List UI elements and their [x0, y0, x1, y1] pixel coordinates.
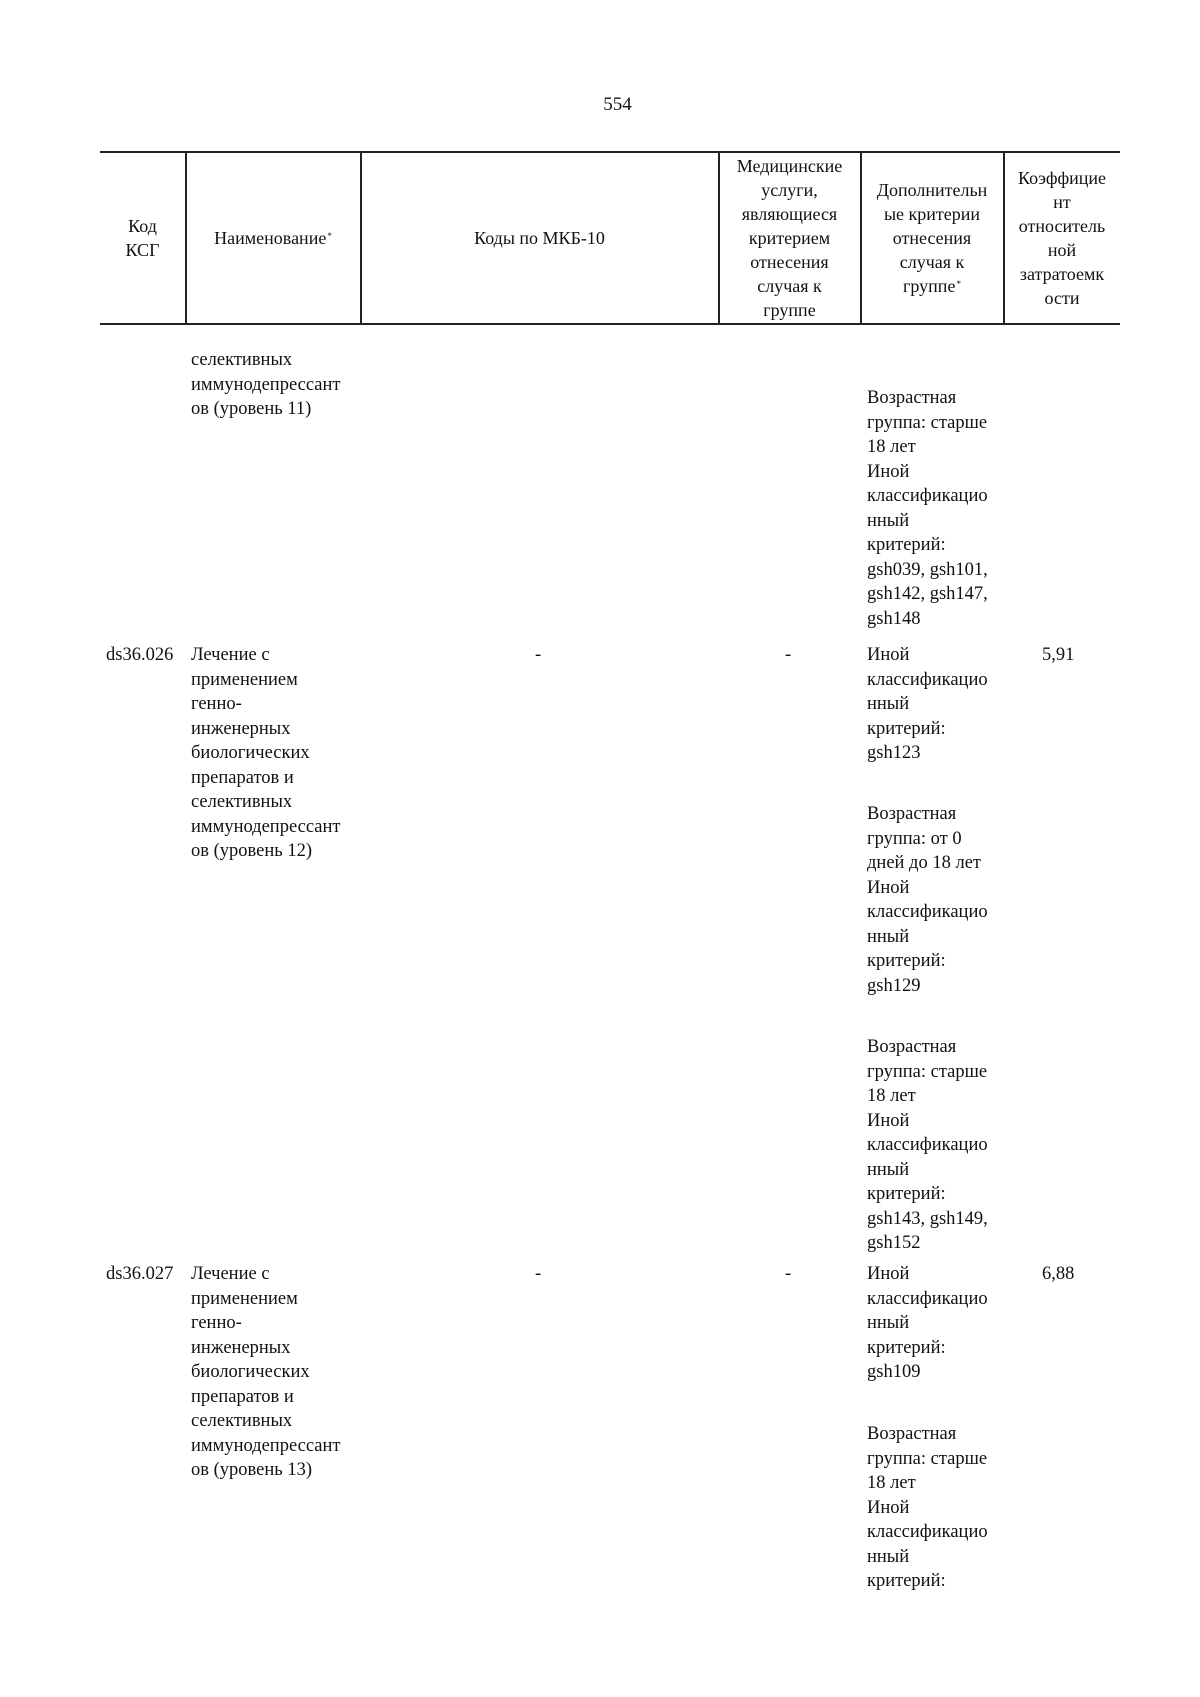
row-criterion: Возрастная группа: старше 18 лет Иной классификацио нный критерий: gsh039, gsh101, gsh142, gsh147, gsh148: [867, 388, 988, 629]
row-icd: -: [535, 1264, 542, 1284]
row-code: ds36.026: [106, 645, 174, 665]
row-name: Лечение с применением генно- инженерных биологических препаратов и селективных иммунодепрессант ов (уровень 13): [191, 1264, 341, 1480]
row-icd: -: [535, 645, 542, 665]
header-name: Наименование*: [214, 228, 332, 248]
row-criterion: Возрастная группа: от 0 дней до 18 лет Иной классификацио нный критерий: gsh129: [867, 804, 988, 996]
row-criterion: Иной классификацио нный критерий: gsh109: [867, 1264, 988, 1382]
header-icd-codes: Коды по МКБ-10: [474, 228, 605, 248]
row-services: -: [785, 1264, 792, 1284]
row-coefficient: 5,91: [1042, 645, 1075, 665]
row-code: ds36.027: [106, 1264, 174, 1284]
header-coefficient: Коэффицие нт относитель ной затратоемк ости: [1017, 168, 1107, 308]
row-criterion: Возрастная группа: старше 18 лет Иной классификацио нный критерий:: [867, 1424, 988, 1591]
row-coefficient: 6,88: [1042, 1264, 1075, 1284]
header-code: Код КСГ: [125, 216, 160, 260]
row-name: Лечение с применением генно- инженерных биологических препаратов и селективных иммунодепрессант ов (уровень 12): [191, 645, 341, 861]
row-criterion: Возрастная группа: старше 18 лет Иной классификацио нный критерий: gsh143, gsh149, gsh152: [867, 1037, 988, 1253]
row-services: -: [785, 645, 792, 665]
page-number: 554: [603, 94, 632, 115]
row-criterion: Иной классификацио нный критерий: gsh123: [867, 645, 988, 763]
header-extra-criteria: Дополнительн ые критерии отнесения случая к группе*: [876, 180, 988, 296]
row-name: селективных иммунодепрессант ов (уровень 11): [191, 350, 341, 419]
header-services: Медицинские услуги, являющиеся критерием отнесения случая к группе: [736, 156, 843, 320]
